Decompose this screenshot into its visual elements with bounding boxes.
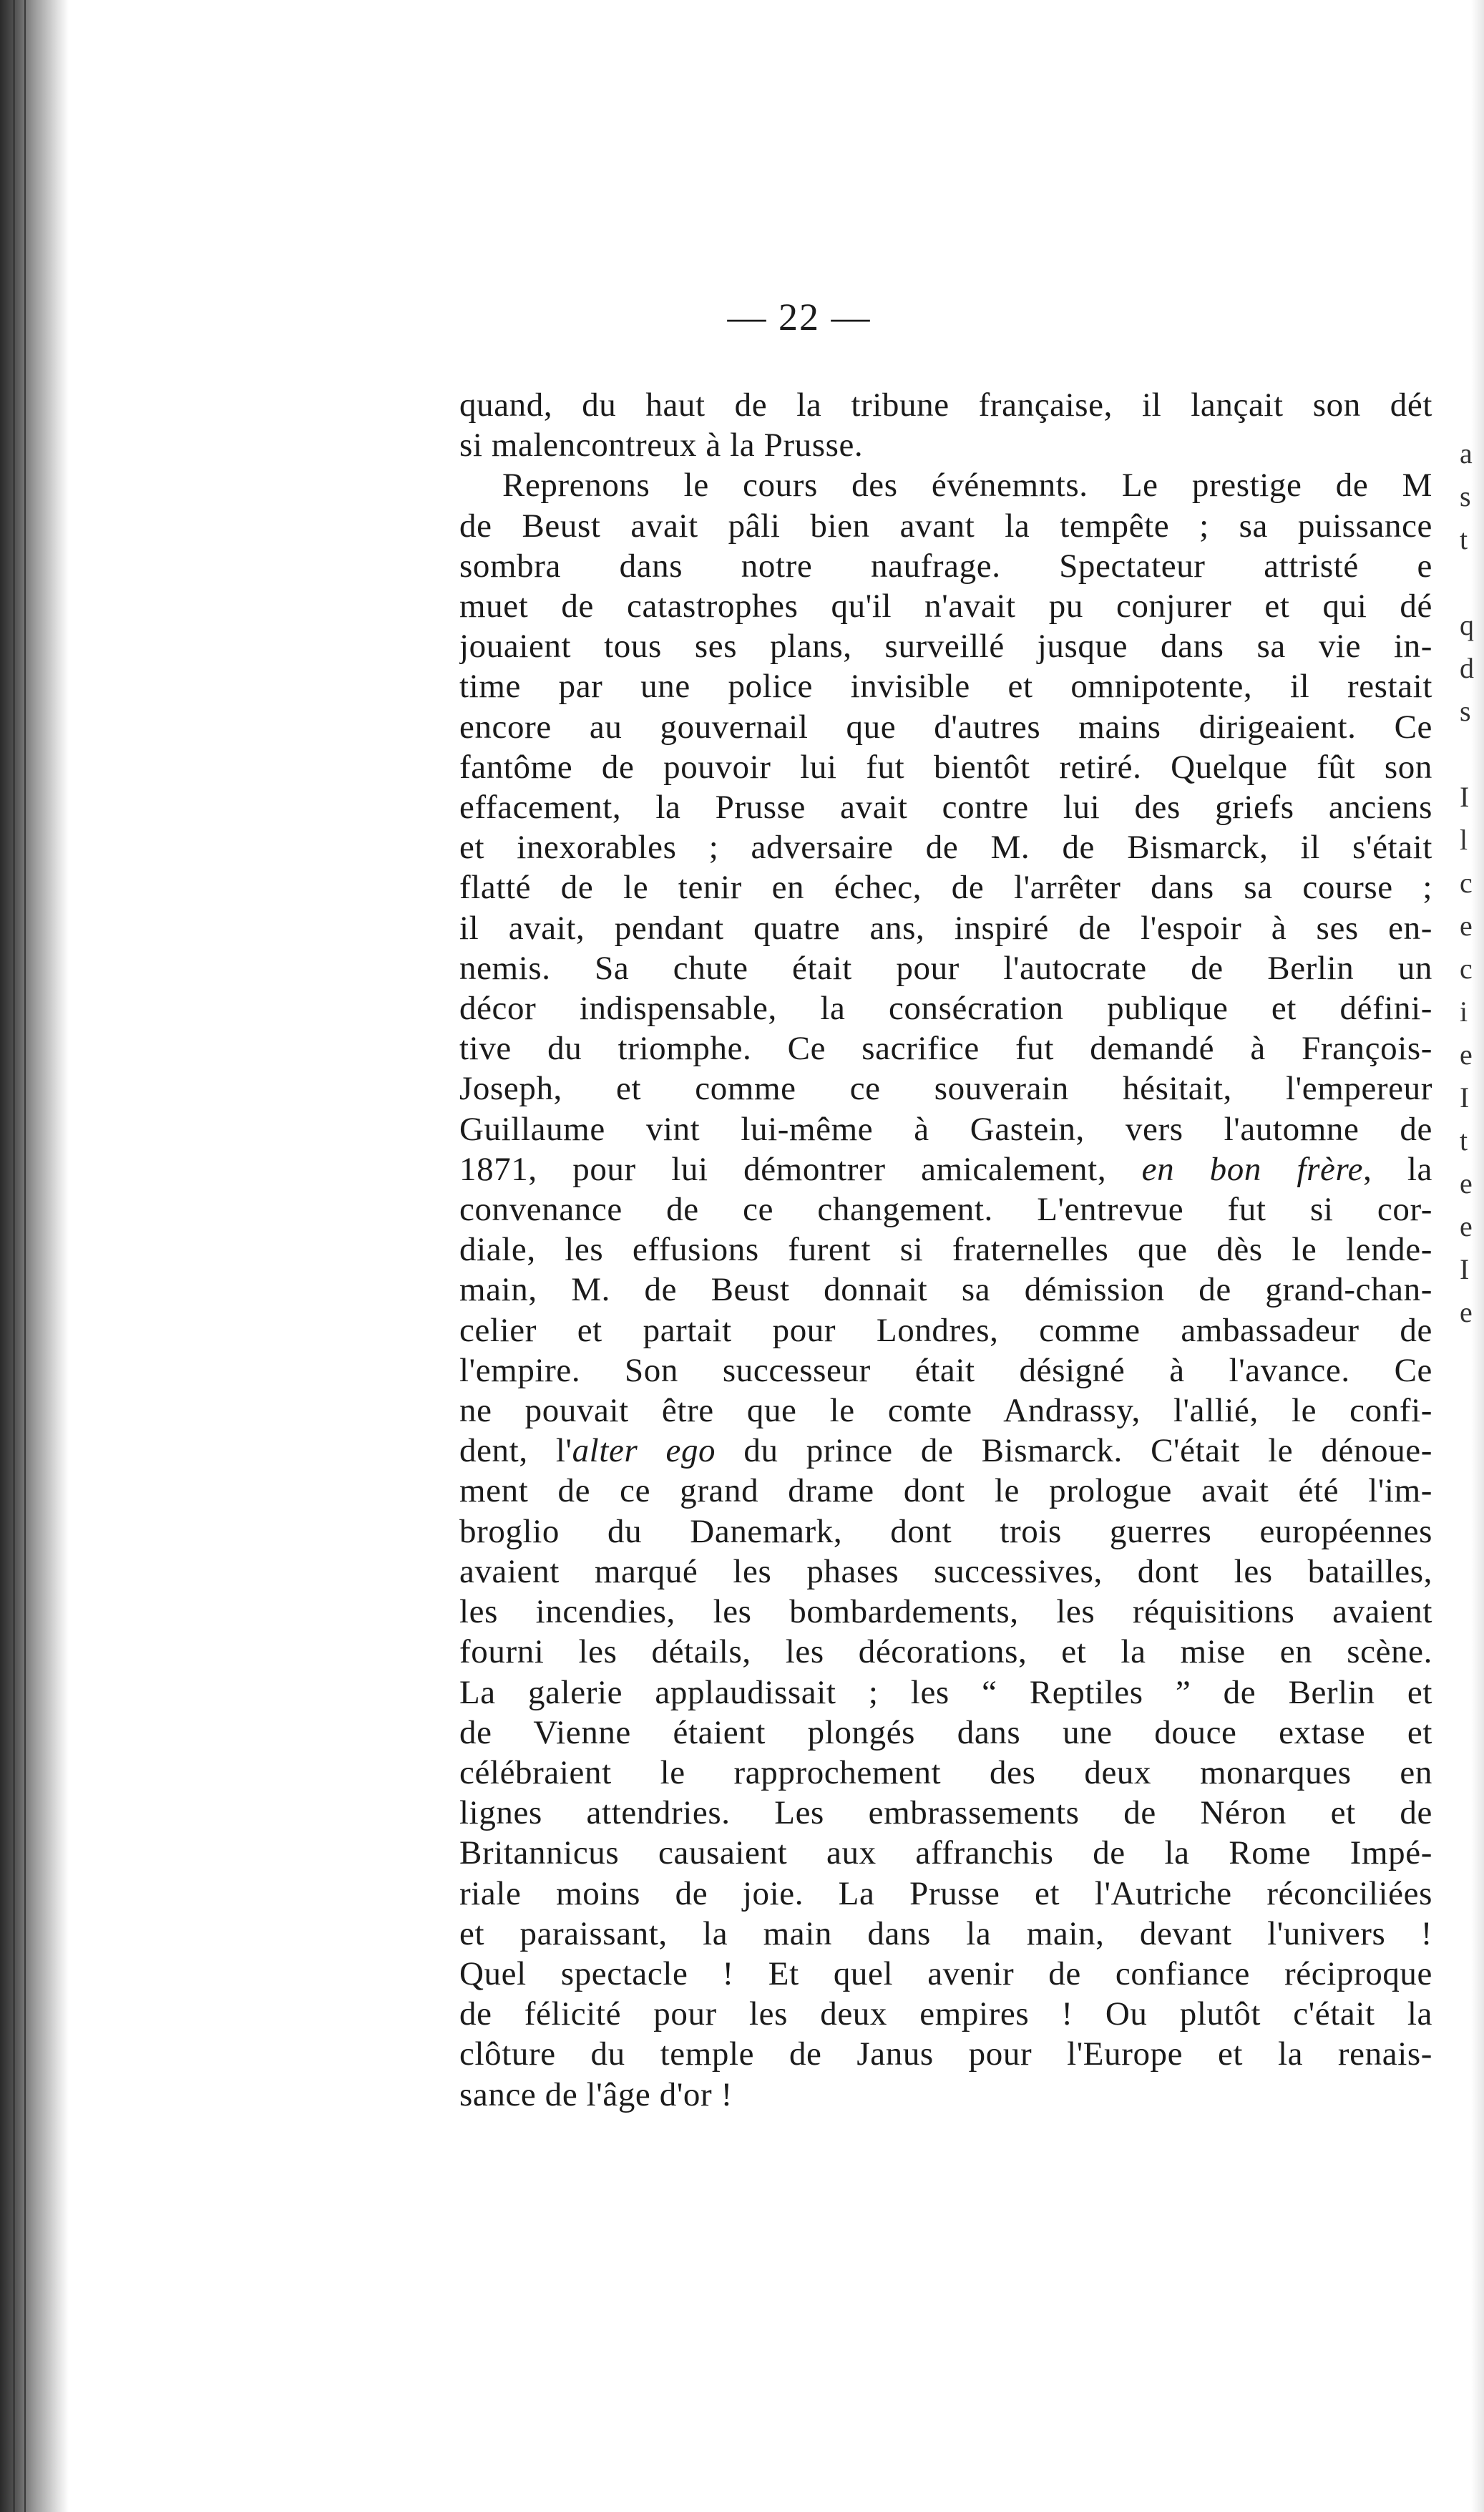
text-line: clôture du temple de Janus pour l'Europe et la renais- xyxy=(459,2035,1432,2073)
text-line: de Beust avait pâli bien avant la tempête ; sa puissance xyxy=(459,507,1432,545)
text-line: main, M. de Beust donnait sa démission de grand-chan- xyxy=(459,1271,1432,1309)
text-line: jouaient tous ses plans, surveillé jusque dans sa vie in- xyxy=(459,628,1432,666)
text-line: tive du triomphe. Ce sacrifice fut demandé à François- xyxy=(459,1030,1432,1068)
margin-letter: e xyxy=(1460,910,1473,942)
text-line: Britannicus causaient aux affranchis de la Rome Impé- xyxy=(459,1834,1432,1872)
margin-letter: e xyxy=(1460,1296,1473,1328)
text-line: convenance de ce changement. L'entrevue fut si cor- xyxy=(459,1191,1432,1229)
text-line: fantôme de pouvoir lui fut bientôt retiré. Quelque fût son xyxy=(459,748,1432,786)
text-line: time par une police invisible et omnipotente, il restait xyxy=(459,668,1432,706)
text-line: célébraient le rapprochement des deux monarques en xyxy=(459,1753,1432,1791)
text-line: fourni les détails, les décorations, et la mise en scène. xyxy=(459,1633,1432,1671)
text-line: muet de catastrophes qu'il n'avait pu conjurer et qui dé xyxy=(459,588,1432,625)
text-line: ment de ce grand drame dont le prologue avait été l'im- xyxy=(459,1472,1432,1510)
text-line-with-italic xyxy=(459,1431,1432,1471)
margin-letter: d xyxy=(1460,652,1474,684)
text-line: les incendies, les bombardements, les réquisitions avaient xyxy=(459,1593,1432,1631)
text-line: et inexorables ; adversaire de M. de Bismarck, il s'était xyxy=(459,829,1432,867)
margin-letter: e xyxy=(1460,1038,1473,1071)
text-line: de félicité pour les deux empires ! Ou plutôt c'était la xyxy=(459,1995,1432,2033)
page-number: — 22 — xyxy=(727,296,872,339)
text-line: lignes attendries. Les embrassements de Néron et de xyxy=(459,1794,1432,1832)
margin-letter: s xyxy=(1460,480,1471,512)
text-line: avaient marqué les phases successives, dont les batailles, xyxy=(459,1552,1432,1590)
text-run: , la xyxy=(1363,1150,1432,1188)
text-line: La galerie applaudissait ; les “ Reptiles ” de Berlin et xyxy=(459,1673,1432,1711)
text-line: Joseph, et comme ce souverain hésitait, l'empereur xyxy=(459,1070,1432,1108)
text-line: broglio du Danemark, dont trois guerres européennes xyxy=(459,1512,1432,1550)
margin-letter: I xyxy=(1460,781,1470,813)
text-line: nemis. Sa chute était pour l'autocrate de Berlin un xyxy=(459,949,1432,987)
text-line: sance de l'âge d'or ! xyxy=(459,2075,733,2113)
text-run: 1871, pour lui démontrer amicalement, xyxy=(459,1150,1142,1188)
text-line: riale moins de joie. La Prusse et l'Autriche réconciliées xyxy=(459,1874,1432,1912)
margin-letter: e xyxy=(1460,1210,1473,1242)
book-binding xyxy=(0,0,69,2512)
text-line: ne pouvait être que le comte Andrassy, l'allié, le confi- xyxy=(459,1392,1432,1430)
margin-letter: q xyxy=(1460,609,1474,641)
text-line: Guillaume vint lui-même à Gastein, vers l'automne de xyxy=(459,1110,1432,1148)
italic-run: alter ego xyxy=(572,1432,716,1470)
text-line: si malencontreux à la Prusse. xyxy=(459,427,864,464)
next-page-edge xyxy=(1471,0,1484,2512)
text-line-with-italic xyxy=(459,1149,1432,1189)
margin-letter: I xyxy=(1460,1081,1470,1114)
margin-letter: s xyxy=(1460,695,1471,727)
text-line: encore au gouvernail que d'autres mains dirigeaient. Ce xyxy=(459,708,1432,746)
text-line: flatté de le tenir en échec, de l'arrêter dans sa course ; xyxy=(459,869,1432,907)
binding-edge-line xyxy=(13,0,15,2512)
text-line: Reprenons le cours des événemnts. Le prestige de M xyxy=(502,467,1432,505)
margin-letter: a xyxy=(1460,437,1473,469)
margin-letter: c xyxy=(1460,867,1473,899)
text-run: du prince de Bismarck. C'était le dénoue- xyxy=(716,1432,1432,1470)
margin-letter: t xyxy=(1460,523,1468,555)
italic-run: en bon frère xyxy=(1141,1150,1364,1188)
margin-letter: i xyxy=(1460,995,1468,1028)
margin-letter: l xyxy=(1460,824,1468,856)
text-line: Quel spectacle ! Et quel avenir de confiance réciproque xyxy=(459,1954,1432,1992)
text-line: sombra dans notre naufrage. Spectateur attristé e xyxy=(459,547,1432,585)
text-line: effacement, la Prusse avait contre lui des griefs anciens xyxy=(459,789,1432,827)
margin-letter: e xyxy=(1460,1167,1473,1199)
text-line: quand, du haut de la tribune française, il lançait son dét xyxy=(459,386,1432,424)
body-text xyxy=(459,385,1432,2115)
text-line: il avait, pendant quatre ans, inspiré de l'espoir à ses en- xyxy=(459,909,1432,947)
text-line: et paraissant, la main dans la main, devant l'univers ! xyxy=(459,1914,1432,1952)
margin-letter: c xyxy=(1460,953,1473,985)
text-line: de Vienne étaient plongés dans une douce extase et xyxy=(459,1713,1432,1751)
margin-letter: t xyxy=(1460,1124,1468,1157)
text-line: diale, les effusions furent si fraternelles que dès le lende- xyxy=(459,1231,1432,1269)
text-line: l'empire. Son successeur était désigné à l'avance. Ce xyxy=(459,1351,1432,1389)
text-line: décor indispensable, la consécration publique et défini- xyxy=(459,990,1432,1028)
text-line: celier et partait pour Londres, comme ambassadeur de xyxy=(459,1311,1432,1349)
text-run: dent, l' xyxy=(459,1432,572,1470)
binding-edge-line xyxy=(24,0,26,2512)
margin-letter: I xyxy=(1460,1253,1470,1285)
